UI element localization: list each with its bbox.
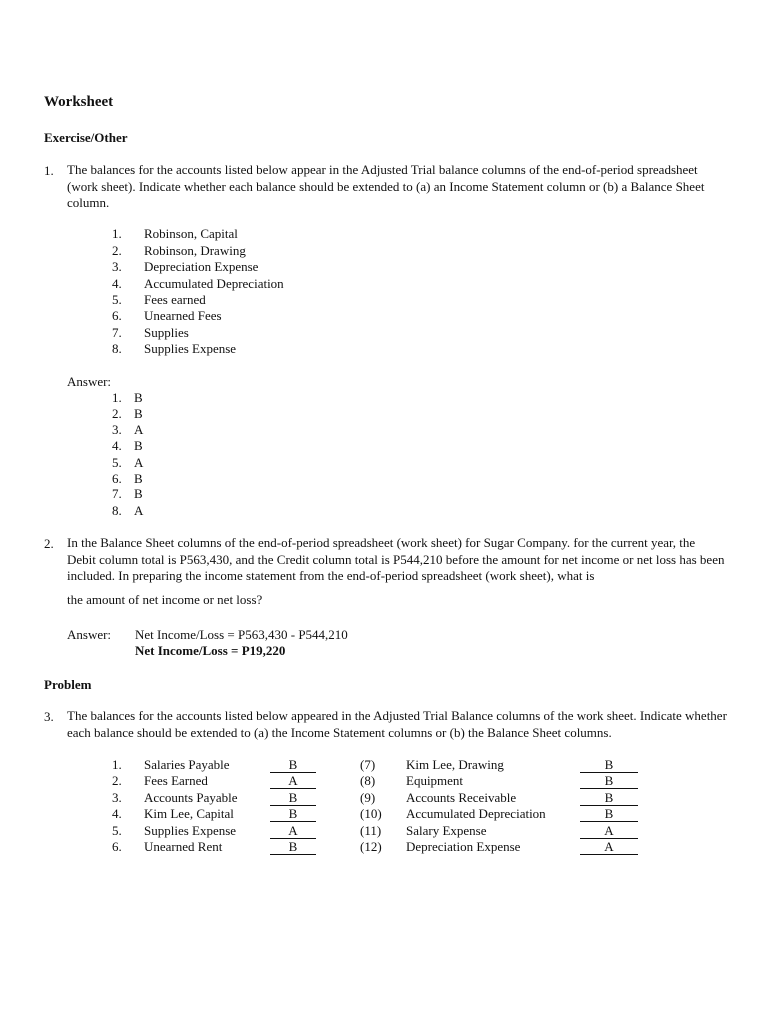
question-3-text: The balances for the accounts listed below appeared in the Adjusted Trial Balance columns of the work sheet. Indicate whether each balance should be extended to (a) the Income Statement columns or (b) the Balance Sheet columns. (67, 708, 727, 740)
question-3-number: 3. (44, 709, 54, 724)
item-number: 5. (112, 823, 122, 838)
item-text: Fees earned (144, 292, 206, 307)
item-number: 2. (112, 773, 122, 788)
answer-blank: B (270, 806, 316, 822)
account-name: Depreciation Expense (406, 839, 521, 854)
account-name: Kim Lee, Capital (144, 806, 234, 821)
page-title: Worksheet (44, 94, 114, 110)
item-number: (11) (360, 823, 382, 838)
question-2-answer-label: Answer: (67, 627, 112, 642)
question-2-text: In the Balance Sheet columns of the end-of-period spreadsheet (work sheet) for Sugar Company. for the current year, the Debit column total is P563,430, and the Credit column total is P544,210 before the amount for net income or net loss has been included. In preparing the income statement from the end-of-period spreadsheet (work sheet), what is (67, 535, 725, 583)
account-name: Accounts Receivable (406, 790, 517, 805)
question-2-number: 2. (44, 536, 54, 551)
item-number: (7) (360, 757, 376, 772)
answer-value: A (134, 422, 144, 437)
answer-value: B (134, 390, 143, 405)
item-number: 6. (112, 839, 122, 854)
item-text: Robinson, Capital (144, 226, 238, 241)
section-heading-exercise: Exercise/Other (44, 130, 128, 145)
account-name: Fees Earned (144, 773, 208, 788)
question-2-calculation: Net Income/Loss = P563,430 - P544,210 (135, 627, 348, 642)
item-number: 6. (112, 308, 122, 323)
question-1-text: The balances for the accounts listed below appear in the Adjusted Trial balance columns of the end-of-period spreadsheet (work sheet). Indicate whether each balance should be extended to (a) an Income Statement column or (b) a Balance Sheet column. (67, 162, 705, 210)
question-1-number: 1. (44, 163, 54, 178)
account-name: Kim Lee, Drawing (406, 757, 504, 772)
section-heading-problem: Problem (44, 677, 92, 692)
item-number: 2. (112, 243, 122, 258)
answer-value: B (134, 486, 143, 501)
question-2-result: Net Income/Loss = P19,220 (135, 643, 286, 658)
answer-number: 1. (112, 390, 122, 405)
item-number: 4. (112, 806, 122, 821)
item-text: Accumulated Depreciation (144, 276, 284, 291)
answer-number: 2. (112, 406, 122, 421)
answer-value: B (134, 406, 143, 421)
item-number: 3. (112, 259, 122, 274)
account-name: Supplies Expense (144, 823, 237, 838)
account-name: Salary Expense (406, 823, 487, 838)
item-number: 1. (112, 757, 122, 772)
answer-blank: A (580, 839, 638, 855)
question-2-text-end: the amount of net income or net loss? (67, 592, 263, 607)
answer-value: B (134, 471, 143, 486)
answer-blank: B (270, 790, 316, 806)
answer-blank: A (580, 823, 638, 839)
item-number: 7. (112, 325, 122, 340)
answer-blank: A (270, 823, 316, 839)
item-number: (9) (360, 790, 376, 805)
answer-blank: B (580, 773, 638, 789)
account-name: Unearned Rent (144, 839, 223, 854)
item-text: Unearned Fees (144, 308, 222, 323)
item-text: Supplies Expense (144, 341, 237, 356)
answer-blank: B (580, 790, 638, 806)
account-name: Equipment (406, 773, 464, 788)
account-name: Accounts Payable (144, 790, 238, 805)
item-number: 5. (112, 292, 122, 307)
answer-number: 4. (112, 438, 122, 453)
answer-blank: B (580, 757, 638, 773)
item-number: 4. (112, 276, 122, 291)
answer-number: 8. (112, 503, 122, 518)
answer-value: B (134, 438, 143, 453)
item-number: (10) (360, 806, 382, 821)
question-1-answer-label: Answer: (67, 374, 112, 389)
item-text: Supplies (144, 325, 189, 340)
account-name: Accumulated Depreciation (406, 806, 546, 821)
item-number: 1. (112, 226, 122, 241)
answer-value: A (134, 503, 144, 518)
answer-blank: B (580, 806, 638, 822)
answer-number: 7. (112, 486, 122, 501)
item-number: (12) (360, 839, 382, 854)
answer-number: 6. (112, 471, 122, 486)
item-number: (8) (360, 773, 376, 788)
answer-value: A (134, 455, 144, 470)
answer-blank: A (270, 773, 316, 789)
item-text: Robinson, Drawing (144, 243, 246, 258)
answer-number: 5. (112, 455, 122, 470)
item-number: 8. (112, 341, 122, 356)
item-number: 3. (112, 790, 122, 805)
answer-number: 3. (112, 422, 122, 437)
account-name: Salaries Payable (144, 757, 230, 772)
answer-blank: B (270, 839, 316, 855)
item-text: Depreciation Expense (144, 259, 259, 274)
answer-blank: B (270, 757, 316, 773)
